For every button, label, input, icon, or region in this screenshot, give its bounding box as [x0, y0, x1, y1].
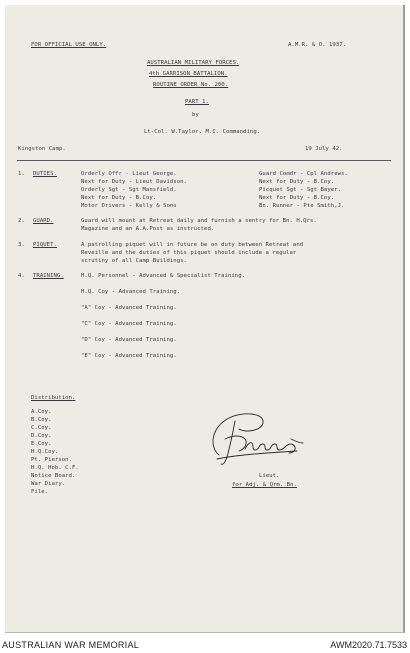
- duty-line: Picquet Sgt - Sgt Bayer.: [259, 187, 342, 193]
- duty-line: Guard Comdr - Cpl Andrews.: [259, 171, 348, 177]
- training-line: "E" Coy - Advanced Training.: [81, 353, 177, 359]
- signature-role: for Adj. & Qrm. Bn.: [232, 482, 297, 488]
- distribution-item: Pt. Pierson.: [31, 457, 73, 463]
- order-text-line: Magazine and an A.A.Post as instructed.: [81, 226, 215, 232]
- distribution-item: A.Coy.: [31, 409, 52, 415]
- distribution-item: H.Q. Hob. C.F.: [31, 465, 79, 471]
- duty-line: Bn. Runner - Pte Smith,J.: [259, 203, 345, 209]
- date: 19 July 42.: [305, 146, 343, 152]
- by-label: by: [192, 112, 199, 118]
- training-line: "A" Coy - Advanced Training.: [81, 305, 177, 311]
- item-number: 4.: [18, 273, 25, 279]
- institution-name: AUSTRALIAN WAR MEMORIAL: [2, 640, 140, 650]
- distribution-item: B.Coy.: [31, 417, 52, 423]
- archive-reference: AWM2020.71.7533: [330, 640, 407, 650]
- distribution-item: File.: [31, 489, 49, 495]
- item-number: 2.: [18, 218, 25, 224]
- order-text-line: Guard will mount at Retreat daily and furnish a sentry for Bn. H.Qrs.: [81, 218, 317, 224]
- order-title: ROUTINE ORDER No. 200.: [153, 82, 229, 88]
- duty-line: Orderly Offr - Lieut George.: [81, 171, 177, 177]
- distribution-heading: Distribution.: [31, 395, 76, 401]
- archive-footer: [0, 633, 410, 653]
- distribution-item: Notice Board.: [31, 473, 76, 479]
- duty-line: Next for Duty - B.Coy.: [259, 179, 335, 185]
- order-text-line: Reveille and the duties of this piquet should include a regular: [81, 250, 297, 256]
- item-heading-piquet: PIQUET.: [33, 242, 57, 248]
- item-heading-training: TRAINING.: [33, 273, 64, 279]
- classification: FOR OFFICIAL USE ONLY.: [31, 42, 107, 48]
- form-reference: A.M.R. & O. 1937.: [288, 42, 347, 48]
- duty-line: Next for Duty - Lieut Davidson.: [81, 179, 187, 185]
- duty-line: Motor Drivers - Kelly & Sons: [81, 203, 177, 209]
- order-text-line: A patrolling piquet will in future be on duty between Retreat and: [81, 242, 304, 248]
- item-number: 1.: [18, 171, 25, 177]
- header-rule: [17, 160, 391, 161]
- commander: Lt-Col. W.Taylor, M.C. Commanding.: [144, 129, 261, 135]
- item-number: 3.: [18, 242, 25, 248]
- duty-line: Orderly Sgt - Sgt Mansfield.: [81, 187, 177, 193]
- duty-line: Next for Duty - B.Coy.: [259, 195, 335, 201]
- signature-rank: Lieut.: [259, 473, 280, 479]
- training-line: H.Q. Personnel - Advanced & Specialist Training.: [81, 273, 246, 279]
- handwritten-signature: [205, 409, 307, 467]
- duty-line: Next for Duty - B.Coy.: [81, 195, 157, 201]
- order-text-line: scrutiny of all Camp Buildings.: [81, 258, 187, 264]
- part-label: PART 1.: [185, 99, 209, 105]
- distribution-item: War Diary.: [31, 481, 66, 487]
- document-page: [5, 5, 405, 633]
- force-title: AUSTRALIAN MILITARY FORCES.: [147, 60, 240, 66]
- training-line: "D" Coy - Advanced Training.: [81, 337, 177, 343]
- training-line: "C" Coy - Advanced Training.: [81, 321, 177, 327]
- distribution-item: E.Coy.: [31, 441, 52, 447]
- distribution-item: D.Coy.: [31, 433, 52, 439]
- training-line: H.Q. Coy - Advanced Training.: [81, 289, 181, 295]
- item-heading-guard: GUARD.: [33, 218, 54, 224]
- battalion-title: 4th GARRISON BATTALION.: [149, 71, 228, 77]
- distribution-item: H.Q.Coy.: [31, 449, 59, 455]
- distribution-item: C.Coy.: [31, 425, 52, 431]
- location: Kingston Camp.: [18, 146, 66, 152]
- item-heading-duties: DUTIES.: [33, 171, 57, 177]
